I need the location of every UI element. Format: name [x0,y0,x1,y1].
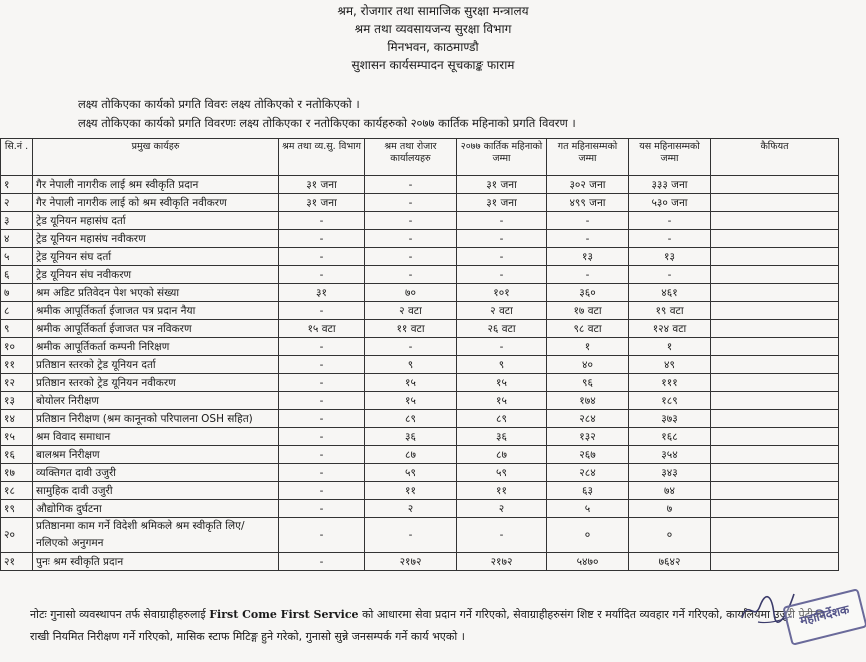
cell-prev: - [547,266,629,284]
cell-month: - [457,212,547,230]
cell-office: - [365,212,457,230]
cell-month: ५९ [457,464,547,482]
cell-office: ७० [365,284,457,302]
note-bold-phrase: First Come First Service [209,608,359,621]
cell-office: - [365,518,457,553]
cell-month: ३६ [457,428,547,446]
cell-month: ९ [457,356,547,374]
table-row [1,284,839,302]
cell-task: ट्रेड यूनियन संघ दर्ता [33,248,279,266]
cell-sn: ९ [1,320,33,338]
cell-dept: - [279,392,365,410]
cell-sn: १८ [1,482,33,500]
cell-task: ट्रेड यूनियन महासंघ नवीकरण [33,230,279,248]
table-row [1,338,839,356]
cell-office: ८७ [365,446,457,464]
cell-remarks [711,302,839,320]
cell-total: ३७३ [629,410,711,428]
cell-dept: - [279,266,365,284]
cell-office: ११ [365,482,457,500]
cell-dept: ३१ [279,284,365,302]
note-suffix: को आधारमा सेवा प्रदान गर्ने गरिएको, सेवाग्राहीहरुसंग शिष्ट र मर्यादित व्यवहार गर्ने गरिएको, कार्यालयमा उजुरी पेटीका राखी नियमित निरीक्षण गर्ने गरिएको, मासिक स्टाफ मिटिङ्ग हुने गरेको, गुनासो सुन्ने जनसम्पर्क गर्ने कार्य भएको । [30,608,825,643]
cell-month: - [457,338,547,356]
cell-dept: ३१ जना [279,194,365,212]
cell-task: श्रम विवाद समाधान [33,428,279,446]
cell-remarks [711,482,839,500]
cell-office: २१७२ [365,553,457,571]
cell-total: १११ [629,374,711,392]
cell-month: २ [457,500,547,518]
cell-prev: १७ वटा [547,302,629,320]
cell-dept: - [279,302,365,320]
cell-sn: ४ [1,230,33,248]
cell-sn: २० [1,518,33,553]
table-row [1,266,839,284]
cell-month: - [457,266,547,284]
col-total-header: यस महिनासम्मको जम्मा [629,139,711,176]
cell-month: १०१ [457,284,547,302]
cell-sn: ७ [1,284,33,302]
table-row [1,248,839,266]
cell-dept: - [279,518,365,553]
cell-office: - [365,230,457,248]
cell-prev: २६७ [547,446,629,464]
table-header-row [1,139,839,176]
cell-month: - [457,230,547,248]
cell-task: ट्रेड यूनियन महासंघ दर्ता [33,212,279,230]
cell-sn: १३ [1,392,33,410]
cell-month: ८९ [457,410,547,428]
cell-office: - [365,176,457,194]
cell-dept: - [279,374,365,392]
cell-remarks [711,374,839,392]
cell-remarks [711,446,839,464]
cell-month: १५ [457,392,547,410]
cell-office: १५ [365,374,457,392]
cell-total: ७६४२ [629,553,711,571]
cell-remarks [711,464,839,482]
table-row [1,428,839,446]
official-stamp: महानिर्देशक [782,588,866,646]
cell-office: १५ [365,392,457,410]
cell-total: ४९ [629,356,711,374]
progress-table [0,138,839,571]
cell-total: ७४ [629,482,711,500]
cell-remarks [711,248,839,266]
cell-dept: - [279,230,365,248]
cell-remarks [711,320,839,338]
cell-task: प्रतिष्ठानमा काम गर्ने विदेशी श्रमिकले श्रम स्वीकृति लिए/नलिएको अनुगमन [33,518,279,553]
table-row [1,410,839,428]
cell-sn: ६ [1,266,33,284]
cell-remarks [711,553,839,571]
cell-prev: २८४ [547,464,629,482]
cell-task: श्रमीक आपूर्तिकर्ता ईजाजत पत्र प्रदान नैया [33,302,279,320]
cell-sn: १० [1,338,33,356]
cell-dept: - [279,428,365,446]
cell-remarks [711,194,839,212]
cell-dept: ३१ जना [279,176,365,194]
cell-sn: ११ [1,356,33,374]
cell-dept: - [279,446,365,464]
cell-office: ११ वटा [365,320,457,338]
cell-remarks [711,410,839,428]
cell-total: १ [629,338,711,356]
cell-sn: १५ [1,428,33,446]
col-remarks-header: कैफियत [711,139,839,176]
table-body [1,176,839,571]
cell-task: व्यक्तिगत दावी उजुरी [33,464,279,482]
cell-office: ३६ [365,428,457,446]
ministry-name: श्रम, रोजगार तथा सामाजिक सुरक्षा मन्त्रालय [337,4,529,18]
cell-prev: - [547,230,629,248]
cell-dept: - [279,500,365,518]
cell-task: सामुहिक दावी उजुरी [33,482,279,500]
cell-task: प्रतिष्ठान निरीक्षण (श्रम कानूनको परिपालना OSH सहित) [33,410,279,428]
cell-sn: २१ [1,553,33,571]
cell-month: २ वटा [457,302,547,320]
cell-task: श्रमीक आपूर्तिकर्ता ईजाजत पत्र नविकरण [33,320,279,338]
table-row [1,446,839,464]
cell-task: गैर नेपाली नागरीक लाई को श्रम स्वीकृति नवीकरण [33,194,279,212]
cell-total: १६८ [629,428,711,446]
office-location: मिनभवन, काठमाण्डौ [387,40,479,54]
cell-prev: १७४ [547,392,629,410]
cell-office: - [365,266,457,284]
cell-sn: १२ [1,374,33,392]
cell-sn: २ [1,194,33,212]
cell-total: ३४३ [629,464,711,482]
table-row [1,392,839,410]
cell-prev: ६३ [547,482,629,500]
table-row [1,320,839,338]
cell-office: - [365,338,457,356]
cell-dept: - [279,464,365,482]
cell-remarks [711,230,839,248]
cell-month: १५ [457,374,547,392]
table-row [1,212,839,230]
cell-office: ५९ [365,464,457,482]
cell-prev: १३२ [547,428,629,446]
cell-total: १२४ वटा [629,320,711,338]
cell-dept: १५ वटा [279,320,365,338]
cell-remarks [711,428,839,446]
cell-prev: ९६ [547,374,629,392]
cell-dept: - [279,410,365,428]
col-month-header: २०७७ कार्तिक महिनाको जम्मा [457,139,547,176]
cell-task: प्रतिष्ठान स्तरको ट्रेड यूनियन नवीकरण [33,374,279,392]
department-name: श्रम तथा व्यवसायजन्य सुरक्षा विभाग [354,22,512,36]
cell-total: - [629,230,711,248]
cell-dept: - [279,356,365,374]
cell-prev: १३ [547,248,629,266]
cell-total: ३३३ जना [629,176,711,194]
table-row [1,518,839,553]
cell-office: - [365,248,457,266]
cell-sn: ५ [1,248,33,266]
cell-prev: ३६० [547,284,629,302]
cell-month: २१७२ [457,553,547,571]
cell-remarks [711,356,839,374]
cell-prev: ३०२ जना [547,176,629,194]
cell-remarks [711,212,839,230]
table-row [1,374,839,392]
col-prev-header: गत महिनासम्मको जम्मा [547,139,629,176]
cell-sn: १४ [1,410,33,428]
cell-remarks [711,284,839,302]
table-row [1,194,839,212]
cell-sn: १९ [1,500,33,518]
cell-dept: - [279,212,365,230]
cell-office: २ वटा [365,302,457,320]
table-row [1,230,839,248]
cell-prev: ५४७० [547,553,629,571]
col-task-header: प्रमुख कार्यहरु [33,139,279,176]
col-dept-header: श्रम तथा व्य.सु. विभाग [279,139,365,176]
cell-remarks [711,266,839,284]
cell-dept: - [279,553,365,571]
cell-remarks [711,176,839,194]
cell-sn: ८ [1,302,33,320]
cell-task: बोयोलर निरीक्षण [33,392,279,410]
cell-prev: ४० [547,356,629,374]
cell-sn: १६ [1,446,33,464]
cell-task: श्रमीक आपूर्तिकर्ता कम्पनी निरिक्षण [33,338,279,356]
table-row [1,176,839,194]
cell-month: ३१ जना [457,194,547,212]
cell-sn: ३ [1,212,33,230]
cell-office: ९ [365,356,457,374]
cell-total: ५३० जना [629,194,711,212]
cell-office: ८९ [365,410,457,428]
table-row [1,500,839,518]
footnote [30,604,830,648]
cell-remarks [711,518,839,553]
cell-month: ३१ जना [457,176,547,194]
table-row [1,464,839,482]
table-row [1,302,839,320]
cell-month: ११ [457,482,547,500]
document-header [0,2,866,74]
cell-task: श्रम अडिट प्रतिवेदन पेश भएको संख्या [33,284,279,302]
cell-sn: १७ [1,464,33,482]
note-prefix: नोटः गुनासो व्यवस्थापन तर्फ सेवाग्राहीहरुलाई [30,608,206,621]
cell-total: ७ [629,500,711,518]
cell-task: बालश्रम निरीक्षण [33,446,279,464]
col-sn-header: सि.नं . [1,139,33,176]
cell-remarks [711,338,839,356]
cell-prev: ० [547,518,629,553]
cell-prev: १ [547,338,629,356]
cell-total: - [629,266,711,284]
cell-total: १८९ [629,392,711,410]
cell-dept: - [279,248,365,266]
cell-office: २ [365,500,457,518]
table-row [1,553,839,571]
cell-dept: - [279,482,365,500]
cell-prev: ४९९ जना [547,194,629,212]
intro-line-2: लक्ष्य तोकिएका कार्यको प्रगति विवरणः लक्ष्य तोकिएका र नतोकिएका कार्यहरुको २०७७ कार्तिक महिनाको प्रगति विवरण । [78,116,576,130]
cell-total: १३ [629,248,711,266]
cell-total: ३५४ [629,446,711,464]
cell-dept: - [279,338,365,356]
cell-total: ४६१ [629,284,711,302]
col-office-header: श्रम तथा रोजार कार्यालयहरु [365,139,457,176]
table-row [1,356,839,374]
intro-line-1: लक्ष्य तोकिएका कार्यको प्रगति विवरः लक्ष्य तोकिएको र नतोकिएको । [78,97,360,111]
cell-prev: ५ [547,500,629,518]
cell-prev: ९८ वटा [547,320,629,338]
cell-month: ८७ [457,446,547,464]
cell-month: २६ वटा [457,320,547,338]
cell-total: १९ वटा [629,302,711,320]
cell-month: - [457,518,547,553]
cell-remarks [711,392,839,410]
cell-task: ट्रेड यूनियन संघ नवीकरण [33,266,279,284]
cell-task: गैर नेपाली नागरीक लाई श्रम स्वीकृति प्रदान [33,176,279,194]
form-title: सुशासन कार्यसम्पादन सूचकाङ्क फाराम [351,58,515,72]
cell-month: - [457,248,547,266]
cell-sn: १ [1,176,33,194]
cell-office: - [365,194,457,212]
cell-total: - [629,212,711,230]
cell-task: औद्योगिक दुर्घटना [33,500,279,518]
table-row [1,482,839,500]
cell-task: पुनः श्रम स्वीकृति प्रदान [33,553,279,571]
cell-total: ० [629,518,711,553]
cell-remarks [711,500,839,518]
cell-prev: २८४ [547,410,629,428]
cell-prev: - [547,212,629,230]
cell-task: प्रतिष्ठान स्तरको ट्रेड यूनियन दर्ता [33,356,279,374]
